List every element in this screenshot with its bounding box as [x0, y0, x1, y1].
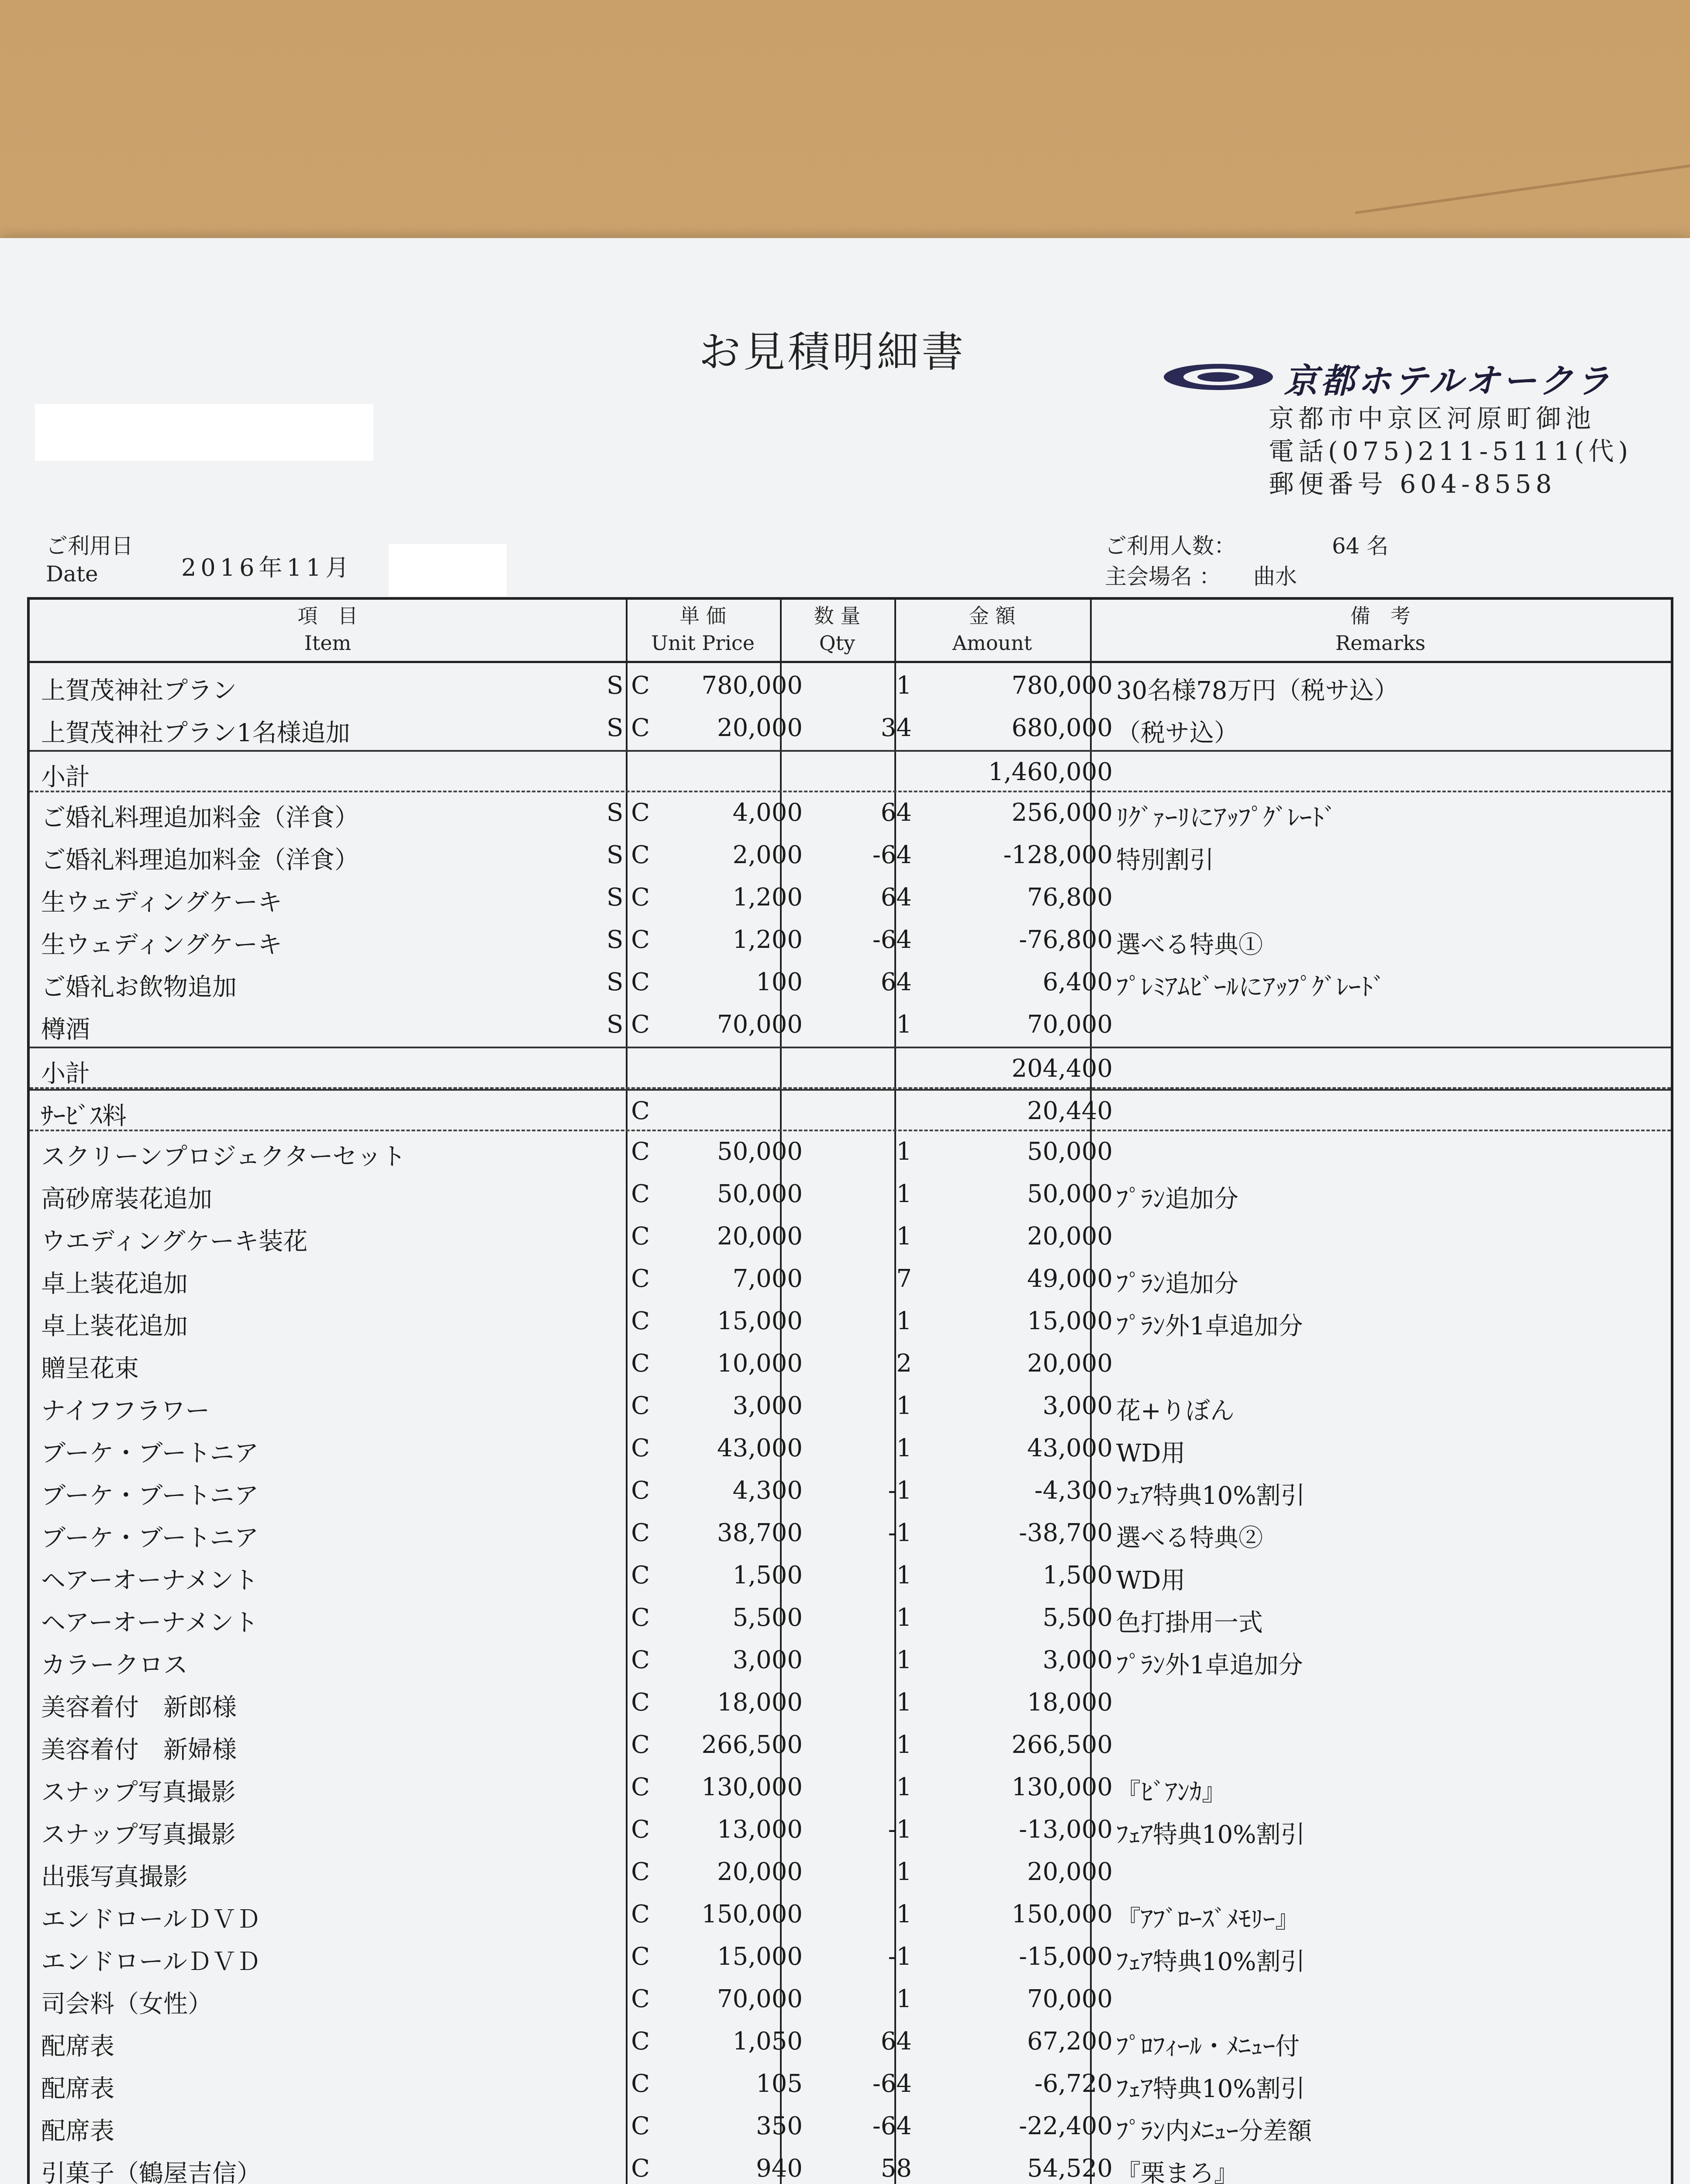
tax-code: S C: [606, 714, 650, 742]
table-row: [30, 1301, 1671, 1343]
item-name: カラークロス: [41, 1651, 188, 1679]
tax-code: C: [631, 1815, 650, 1844]
item-name: 卓上装花追加: [41, 1270, 188, 1298]
remarks: ﾌｪｱ特典10%割引: [1116, 1948, 1305, 1976]
header-price-en: Unit Price: [651, 631, 755, 655]
quantity: 1: [896, 671, 912, 700]
guests-value: 64 名: [1332, 533, 1389, 559]
item-name: 上賀茂神社プラン: [41, 677, 237, 705]
remarks: （税サ込）: [1116, 719, 1238, 747]
unit-price: 13,000: [717, 1815, 803, 1844]
table-row: [30, 1640, 1671, 1682]
remarks: ﾌﾟﾛﾌｨｰﾙ・ﾒﾆｭｰ付: [1116, 2032, 1300, 2061]
amount: 49,000: [1027, 1265, 1113, 1293]
redacted-customer-name: [35, 404, 373, 461]
unit-price: 10,000: [717, 1349, 803, 1378]
item-name: ヘアーオーナメント: [41, 1609, 259, 1637]
unit-price: 15,000: [717, 1942, 803, 1971]
header-divider: [30, 661, 1671, 663]
subtotal-row: [30, 750, 1671, 792]
header-qty-ja: 数 量: [814, 604, 861, 628]
remarks: ﾌﾟﾗﾝ追加分: [1116, 1185, 1238, 1213]
table-row: [30, 877, 1671, 919]
floor-seam: [1355, 164, 1690, 214]
quantity: 1: [896, 1180, 912, 1208]
amount: 150,000: [1011, 1900, 1113, 1928]
quantity: 58: [880, 2154, 912, 2183]
item-name: スナップ写真撮影: [41, 1821, 236, 1849]
header-price: [626, 600, 780, 661]
amount: 204,400: [1011, 1054, 1113, 1083]
remarks: 色打掛用一式: [1116, 1609, 1263, 1637]
amount: 50,000: [1027, 1137, 1113, 1166]
amount: 20,440: [1027, 1097, 1113, 1125]
redacted-date-day: [389, 544, 507, 596]
amount: 67,200: [1027, 2027, 1113, 2056]
table-row: [30, 2148, 1671, 2184]
item-name: 美容着付 新婦様: [41, 1736, 237, 1764]
amount: 130,000: [1011, 1773, 1113, 1801]
document-title: お見積明細書: [699, 328, 966, 377]
guests-label: ご利用人数：: [1105, 533, 1236, 559]
tax-code: S C: [606, 671, 650, 700]
table-row: [30, 1809, 1671, 1852]
tax-code: C: [631, 1265, 650, 1293]
header-qty: [780, 600, 894, 661]
item-name: 樽酒: [41, 1016, 90, 1044]
quantity: 1: [896, 1773, 912, 1801]
amount: -38,700: [1019, 1519, 1113, 1547]
table-row: [30, 1724, 1671, 1767]
quantity: 1: [896, 1392, 912, 1420]
item-name: 出張写真撮影: [41, 1863, 188, 1891]
item-name: ご婚礼料理追加料金（洋食）: [41, 846, 359, 874]
tax-code: C: [631, 1858, 650, 1886]
tax-code: C: [631, 1900, 650, 1928]
tax-code: C: [631, 2154, 650, 2183]
quantity: 64: [880, 968, 912, 996]
unit-price: 4,300: [732, 1476, 803, 1505]
unit-price: 20,000: [717, 1222, 803, 1251]
quantity: 64: [880, 883, 912, 912]
tax-code: C: [631, 1137, 650, 1166]
remarks: ﾌﾟﾗﾝ追加分: [1116, 1270, 1238, 1298]
remarks: ﾌｪｱ特典10%割引: [1116, 1482, 1305, 1510]
quantity: 1: [896, 1434, 912, 1462]
item-name: ブーケ・ブートニア: [41, 1524, 259, 1552]
header-qty-en: Qty: [819, 631, 855, 655]
tax-code: C: [631, 1307, 650, 1335]
table-row: [30, 1386, 1671, 1428]
unit-price: 100: [756, 968, 803, 996]
subtotal-row: [30, 1047, 1671, 1089]
item-name: ブーケ・ブートニア: [41, 1482, 259, 1510]
amount: 50,000: [1027, 1180, 1113, 1208]
venue-value: 曲水: [1253, 564, 1297, 589]
table-row: [30, 1174, 1671, 1216]
amount: -4,300: [1034, 1476, 1113, 1505]
remarks: 特別割引: [1116, 846, 1214, 874]
quantity: 1: [896, 1900, 912, 1928]
quantity: 1: [896, 1137, 912, 1166]
quantity: 1: [896, 1858, 912, 1886]
tax-code: S C: [606, 798, 650, 827]
unit-price: 43,000: [717, 1434, 803, 1462]
remarks: ﾘｸﾞｧｰﾘにｱｯﾌﾟｸﾞﾚｰﾄﾞ: [1116, 804, 1336, 832]
amount: -76,800: [1019, 926, 1113, 954]
unit-price: 1,500: [732, 1561, 803, 1590]
table-row: [30, 1131, 1671, 1174]
unit-price: 5,500: [732, 1603, 803, 1632]
quantity: 1: [896, 1731, 912, 1759]
table-row: [30, 1852, 1671, 1894]
tax-code: C: [631, 1561, 650, 1590]
item-name: ｻｰﾋﾞｽ料: [41, 1102, 127, 1130]
remarks: ﾌｪｱ特典10%割引: [1116, 1821, 1305, 1849]
amount: 20,000: [1027, 1222, 1113, 1251]
unit-price: 15,000: [717, 1307, 803, 1335]
item-name: 生ウェディングケーキ: [41, 888, 283, 917]
table-row: [30, 1343, 1671, 1386]
amount: 70,000: [1027, 1010, 1113, 1039]
date-label-ja: ご利用日: [46, 533, 133, 559]
amount: -15,000: [1019, 1942, 1113, 1971]
header-item-ja: 項 目: [297, 604, 358, 628]
tax-code: C: [631, 1349, 650, 1378]
amount: 18,000: [1027, 1688, 1113, 1717]
header-amount: [894, 600, 1090, 661]
amount: 780,000: [1011, 671, 1113, 700]
unit-price: 105: [756, 2070, 803, 2098]
hotel-phone: 電話(075)211-5111(代): [1269, 436, 1633, 466]
table-row: [30, 1004, 1671, 1047]
tax-code: C: [631, 2070, 650, 2098]
table-row: [30, 962, 1671, 1004]
tax-code: C: [631, 2112, 650, 2140]
amount: 1,500: [1042, 1561, 1113, 1590]
tax-code: C: [631, 1222, 650, 1251]
unit-price: 7,000: [732, 1265, 803, 1293]
header-remarks: [1090, 600, 1671, 661]
item-name: ご婚礼お飲物追加: [41, 973, 237, 1002]
item-name: 生ウェディングケーキ: [41, 931, 283, 959]
quantity: 64: [880, 2027, 912, 2056]
amount: -13,000: [1019, 1815, 1113, 1844]
table-row: [30, 1979, 1671, 2021]
amount: 3,000: [1042, 1646, 1113, 1674]
remarks: ﾌｪｱ特典10%割引: [1116, 2075, 1305, 2103]
amount: 15,000: [1027, 1307, 1113, 1335]
unit-price: 940: [756, 2154, 803, 2183]
unit-price: 18,000: [717, 1688, 803, 1717]
tax-code: C: [631, 1434, 650, 1462]
header-price-ja: 単 価: [679, 604, 726, 628]
remarks: 『ﾋﾞｱﾝｶ』: [1116, 1778, 1226, 1807]
item-name: スナップ写真撮影: [41, 1778, 236, 1807]
quantity: 1: [896, 1561, 912, 1590]
table-row: [30, 919, 1671, 962]
tax-code: C: [631, 1731, 650, 1759]
remarks: 『ｱﾌﾞﾛｰｽﾞﾒﾓﾘｰ』: [1116, 1905, 1300, 1934]
table-row: [30, 2106, 1671, 2148]
table-row: [30, 2021, 1671, 2063]
tax-code: C: [631, 1097, 650, 1125]
quantity: 1: [896, 1985, 912, 2013]
item-name: 卓上装花追加: [41, 1312, 188, 1341]
quantity: 1: [896, 1646, 912, 1674]
table-row: [30, 792, 1671, 835]
header-remarks-en: Remarks: [1335, 631, 1426, 655]
item-name: ブーケ・ブートニア: [41, 1439, 259, 1468]
remarks: ﾌﾟﾗﾝ外1卓追加分: [1116, 1651, 1303, 1679]
quantity: 64: [880, 798, 912, 827]
quantity: -64: [872, 841, 912, 869]
amount: 20,000: [1027, 1349, 1113, 1378]
quantity: 1: [896, 1688, 912, 1717]
amount: 3,000: [1042, 1392, 1113, 1420]
table-row: [30, 1513, 1671, 1555]
venue-label: 主会場名 ：: [1105, 564, 1221, 589]
estimate-sheet: [0, 238, 1690, 2184]
item-name: ウエディングケーキ装花: [41, 1227, 308, 1256]
item-name: 高砂席装花追加: [41, 1185, 212, 1213]
unit-price: 50,000: [717, 1180, 803, 1208]
remarks: WD用: [1116, 1439, 1186, 1468]
amount: 1,460,000: [988, 758, 1113, 786]
hotel-logo: [1162, 362, 1275, 392]
table-row: [30, 1682, 1671, 1724]
amount: 20,000: [1027, 1858, 1113, 1886]
quantity: 1: [896, 1603, 912, 1632]
item-name: 司会料（女性）: [41, 1990, 212, 2018]
item-name: ナイフフラワー: [41, 1397, 210, 1425]
remarks: 選べる特典①: [1116, 931, 1263, 959]
item-name: エンドロールＤＶＤ: [41, 1905, 261, 1934]
item-name: 小計: [41, 1060, 90, 1088]
unit-price: 350: [756, 2112, 803, 2140]
item-name: 上賀茂神社プラン1名様追加: [41, 719, 350, 747]
table-row: [30, 1936, 1671, 1979]
unit-price: 70,000: [717, 1010, 803, 1039]
unit-price: 70,000: [717, 1985, 803, 2013]
date-label-en: Date: [46, 561, 98, 587]
unit-price: 1,200: [732, 883, 803, 912]
tax-code: C: [631, 1773, 650, 1801]
table-row: [30, 1767, 1671, 1809]
unit-price: 150,000: [701, 1900, 803, 1928]
quantity: 1: [896, 1010, 912, 1039]
amount: 43,000: [1027, 1434, 1113, 1462]
quantity: 7: [896, 1265, 912, 1293]
quantity: -1: [888, 1815, 912, 1844]
unit-price: 20,000: [717, 1858, 803, 1886]
remarks: ﾌﾟﾗﾝ内ﾒﾆｭｰ分差額: [1116, 2117, 1312, 2146]
quantity: -64: [872, 926, 912, 954]
tax-code: C: [631, 2027, 650, 2056]
tax-code: C: [631, 1985, 650, 2013]
item-name: ご婚礼料理追加料金（洋食）: [41, 804, 359, 832]
remarks: 30名様78万円（税サ込）: [1116, 677, 1399, 705]
quantity: -1: [888, 1519, 912, 1547]
table-row: [30, 1216, 1671, 1258]
table-row: [30, 1470, 1671, 1513]
subtotal-row: [30, 1089, 1671, 1131]
unit-price: 4,000: [732, 798, 803, 827]
item-name: 贈呈花束: [41, 1355, 139, 1383]
quantity: -1: [888, 1942, 912, 1971]
item-name: 配席表: [41, 2032, 114, 2061]
table-row: [30, 835, 1671, 877]
quantity: -64: [872, 2070, 912, 2098]
tax-code: C: [631, 1476, 650, 1505]
unit-price: 130,000: [701, 1773, 803, 1801]
unit-price: 266,500: [701, 1731, 803, 1759]
amount: 70,000: [1027, 1985, 1113, 2013]
remarks: 選べる特典②: [1116, 1524, 1263, 1552]
header-amount-ja: 金 額: [969, 604, 1016, 628]
remarks: 花+りぼん: [1116, 1397, 1235, 1425]
tax-code: S C: [606, 926, 650, 954]
tax-code: C: [631, 1180, 650, 1208]
tax-code: S C: [606, 968, 650, 996]
item-name: ヘアーオーナメント: [41, 1566, 259, 1595]
item-name: 配席表: [41, 2075, 114, 2103]
unit-price: 1,200: [732, 926, 803, 954]
quantity: 2: [896, 1349, 912, 1378]
tax-code: C: [631, 1519, 650, 1547]
quantity: 1: [896, 1307, 912, 1335]
table-row: [30, 1428, 1671, 1470]
hotel-name: 京都ホテルオークラ: [1284, 361, 1613, 401]
quantity: -64: [872, 2112, 912, 2140]
item-name: スクリーンプロジェクターセット: [41, 1143, 406, 1171]
tax-code: C: [631, 1942, 650, 1971]
amount: 6,400: [1042, 968, 1113, 996]
remarks: ﾌﾟﾚﾐｱﾑﾋﾞｰﾙにｱｯﾌﾟｸﾞﾚｰﾄﾞ: [1116, 973, 1385, 1002]
quantity: 34: [880, 714, 912, 742]
table-row: [30, 708, 1671, 750]
remarks: 『栗まろ』: [1116, 2160, 1238, 2184]
remarks: ﾌﾟﾗﾝ外1卓追加分: [1116, 1312, 1303, 1341]
hotel-address: 京都市中京区河原町御池: [1269, 404, 1596, 433]
header-item-en: Item: [304, 631, 352, 655]
table-row: [30, 1258, 1671, 1301]
unit-price: 20,000: [717, 714, 803, 742]
tax-code: S C: [606, 841, 650, 869]
amount: 54,520: [1027, 2154, 1113, 2183]
tax-code: C: [631, 1603, 650, 1632]
amount: 266,500: [1011, 1731, 1113, 1759]
hotel-logo-icon: [1162, 362, 1275, 392]
tax-code: C: [631, 1646, 650, 1674]
tax-code: S C: [606, 883, 650, 912]
amount: -128,000: [1003, 841, 1113, 869]
unit-price: 38,700: [717, 1519, 803, 1547]
item-name: エンドロールＤＶＤ: [41, 1948, 261, 1976]
tax-code: C: [631, 1392, 650, 1420]
table-row: [30, 665, 1671, 708]
amount: 680,000: [1011, 714, 1113, 742]
amount: 5,500: [1042, 1603, 1113, 1632]
item-name: 配席表: [41, 2117, 114, 2146]
amount: -6,720: [1034, 2070, 1113, 2098]
unit-price: 2,000: [732, 841, 803, 869]
line-items-table: [27, 597, 1673, 2184]
date-value: 2016年11月: [181, 554, 354, 581]
header-item: [30, 600, 626, 661]
header-amount-en: Amount: [952, 631, 1032, 655]
remarks: WD用: [1116, 1566, 1186, 1595]
item-name: 美容着付 新郎様: [41, 1693, 237, 1722]
item-name: 小計: [41, 763, 90, 791]
item-name: 引菓子（鶴屋吉信）: [41, 2160, 261, 2184]
table-row: [30, 1894, 1671, 1936]
quantity: 1: [896, 1222, 912, 1251]
unit-price: 3,000: [732, 1392, 803, 1420]
unit-price: 1,050: [732, 2027, 803, 2056]
amount: 76,800: [1027, 883, 1113, 912]
table-row: [30, 1597, 1671, 1640]
unit-price: 50,000: [717, 1137, 803, 1166]
quantity: -1: [888, 1476, 912, 1505]
header-remarks-ja: 備 考: [1350, 604, 1411, 628]
amount: -22,400: [1019, 2112, 1113, 2140]
tax-code: S C: [606, 1010, 650, 1039]
amount: 256,000: [1011, 798, 1113, 827]
unit-price: 3,000: [732, 1646, 803, 1674]
unit-price: 780,000: [701, 671, 803, 700]
tax-code: C: [631, 1688, 650, 1717]
table-row: [30, 2063, 1671, 2106]
hotel-postal: 郵便番号 604-8558: [1269, 469, 1556, 499]
table-row: [30, 1555, 1671, 1597]
